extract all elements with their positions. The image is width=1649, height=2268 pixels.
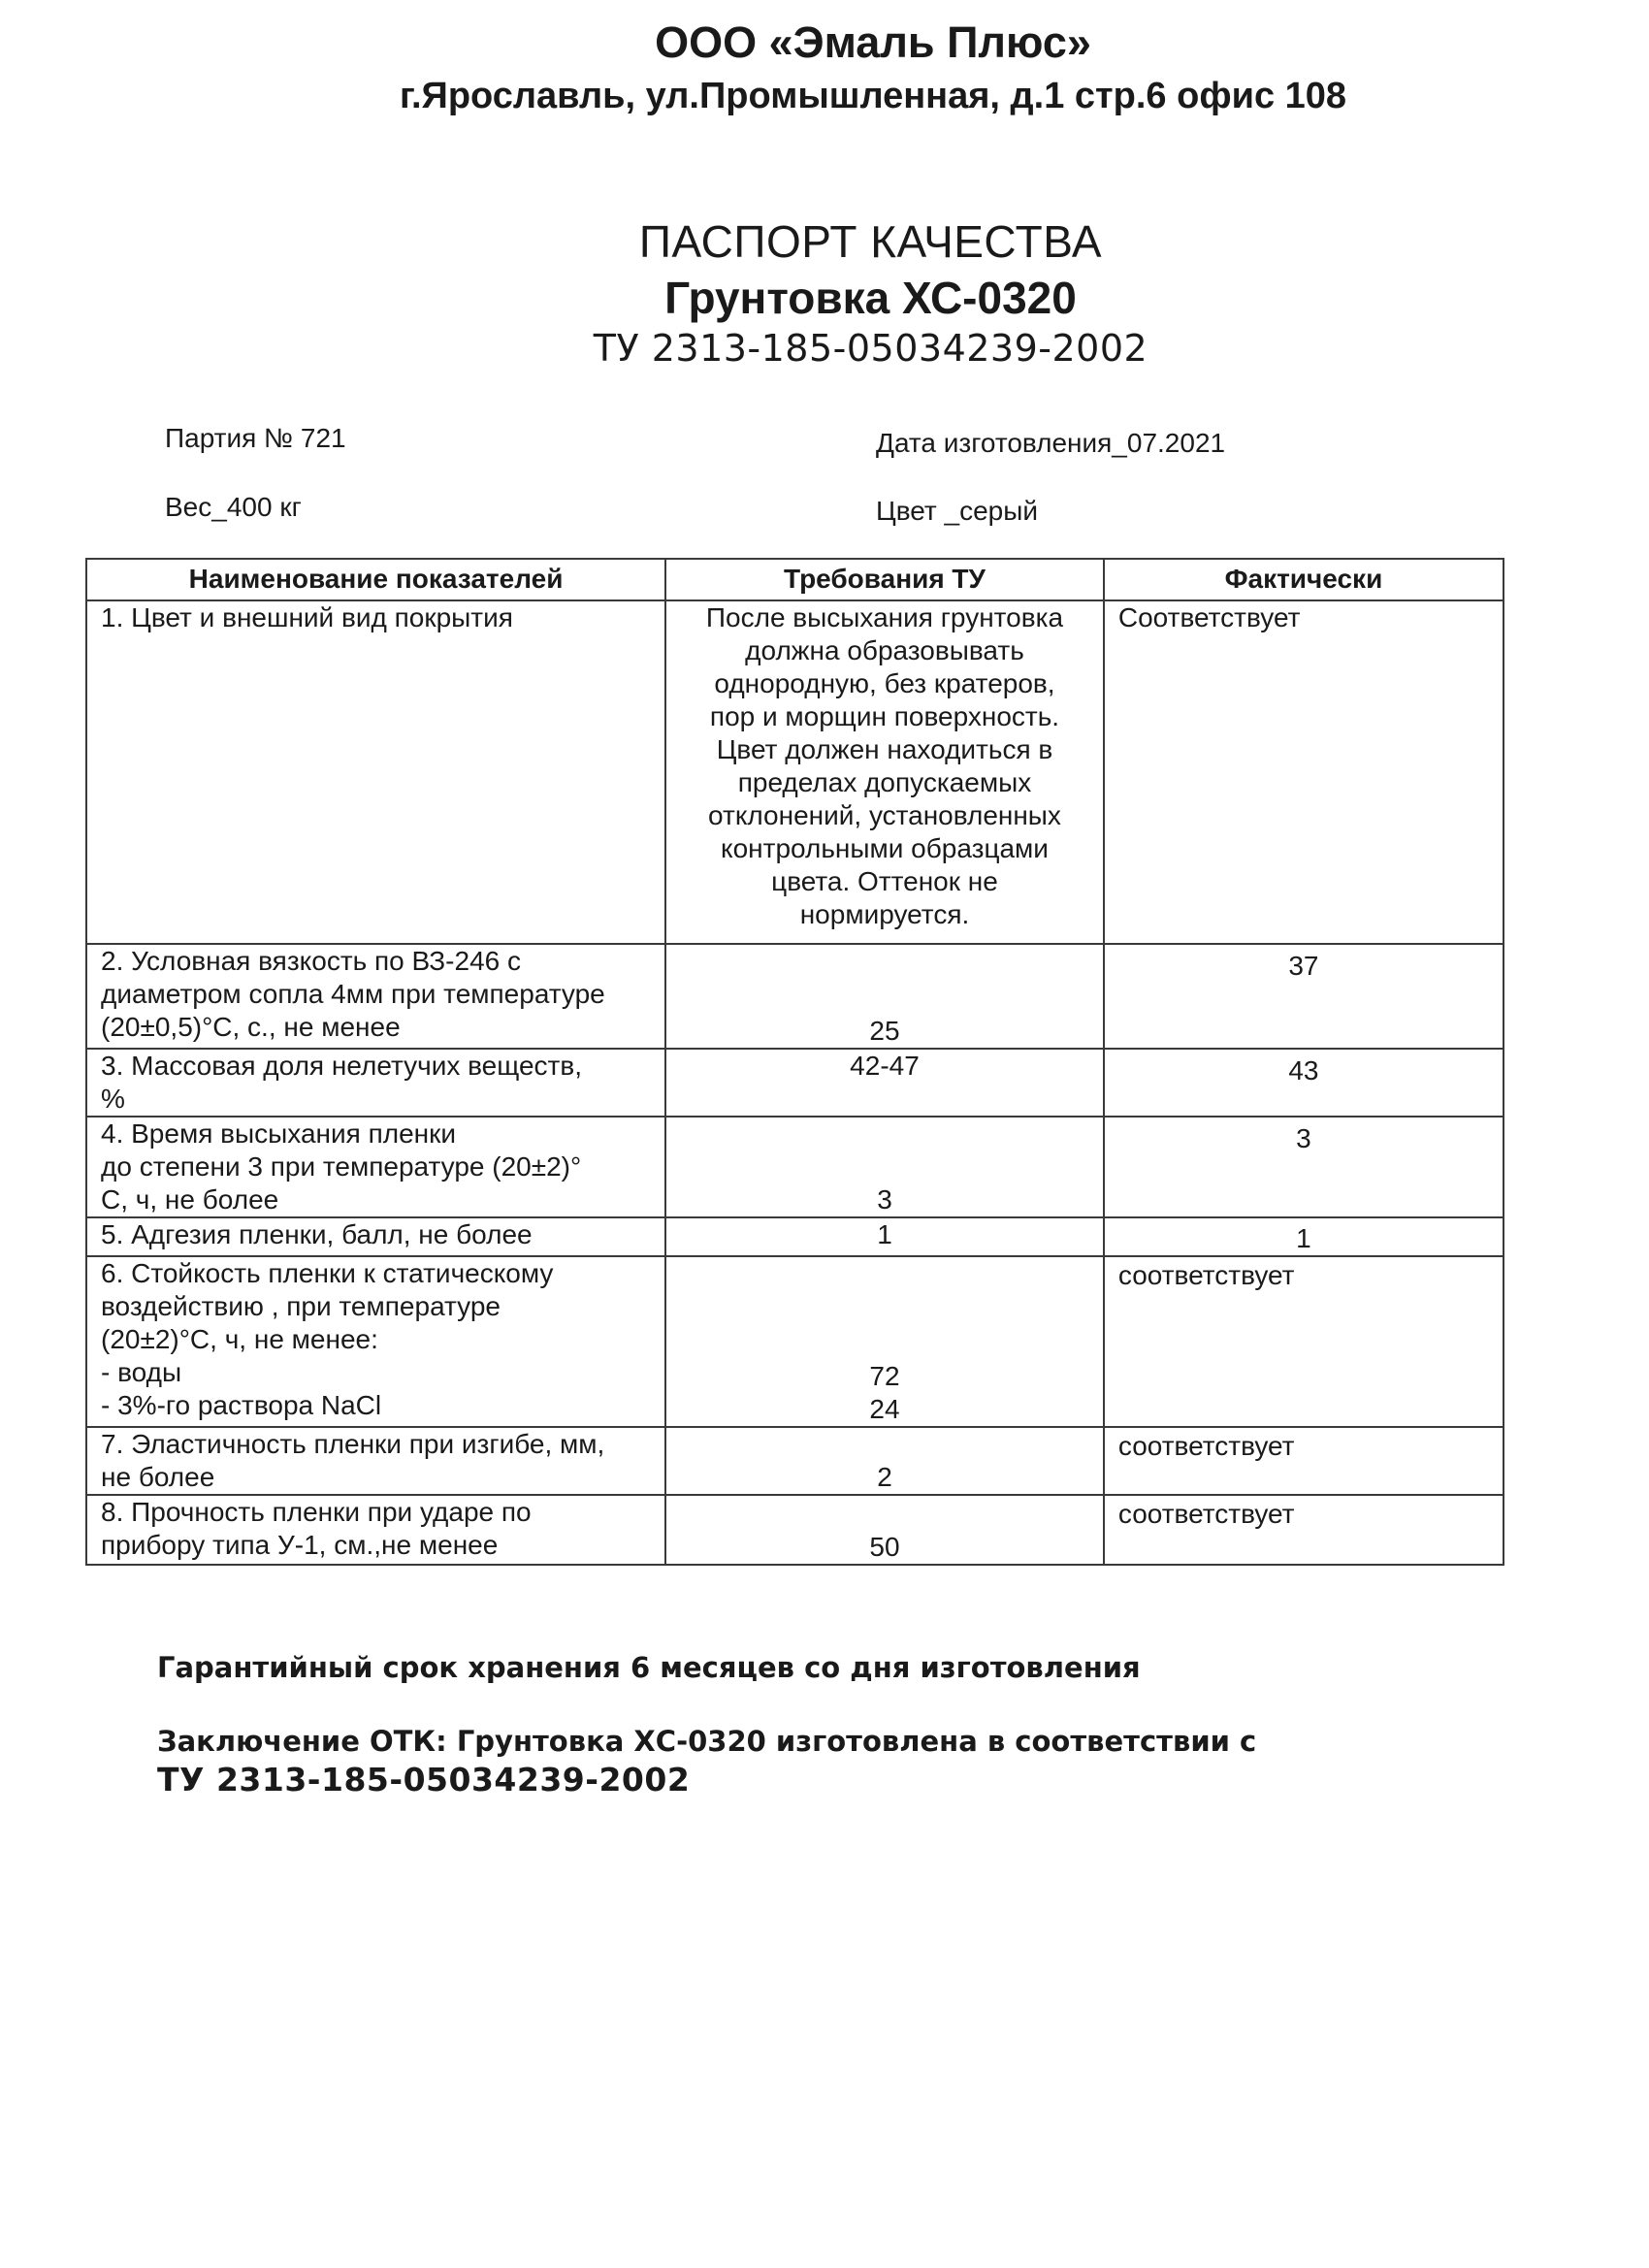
- indicator-actual: соответствует: [1104, 1427, 1504, 1495]
- indicator-requirement: 3: [665, 1117, 1104, 1217]
- batch-weight: Вес_400 кг: [165, 492, 302, 522]
- table-row: [86, 600, 1504, 944]
- indicator-actual: 43: [1104, 1049, 1504, 1117]
- indicator-actual: соответствует: [1104, 1495, 1504, 1565]
- header-name: Наименование показателей: [86, 559, 665, 600]
- table-row: [86, 1217, 1504, 1256]
- table-row: [86, 1495, 1504, 1565]
- qc-conclusion-spec: ТУ 2313-185-05034239-2002: [157, 1761, 691, 1798]
- indicator-name: 3. Массовая доля нелетучих веществ, %: [86, 1049, 665, 1117]
- header-requirement: Требования ТУ: [665, 559, 1104, 600]
- indicator-name: 4. Время высыхания пленки до степени 3 при температуре (20±2)° С, ч, не более: [86, 1117, 665, 1217]
- indicator-requirement: 50: [665, 1495, 1104, 1565]
- indicator-name: 8. Прочность пленки при ударе по прибору типа У-1, см.,не менее: [86, 1495, 665, 1565]
- quality-table: [85, 558, 1504, 1566]
- table-row: [86, 1117, 1504, 1217]
- indicator-name: 7. Эластичность пленки при изгибе, мм, не более: [86, 1427, 665, 1495]
- product-name: Грунтовка ХС-0320: [664, 273, 1077, 323]
- indicator-name: 6. Стойкость пленки к статическому воздействию , при температуре (20±2)°С, ч, не менее: - воды - 3%-го раствора NaCl: [86, 1256, 665, 1427]
- table-row: [86, 1049, 1504, 1117]
- qc-conclusion: Заключение ОТК: Грунтовка ХС-0320 изготовлена в соответствии с: [157, 1725, 1257, 1758]
- company-name: ООО «Эмаль Плюс»: [655, 17, 1091, 67]
- warranty-note: Гарантийный срок хранения 6 месяцев со дня изготовления: [157, 1651, 1141, 1684]
- table-row: [86, 1427, 1504, 1495]
- table-row: [86, 1256, 1504, 1427]
- indicator-requirement: 42-47: [665, 1049, 1104, 1117]
- indicator-name: 5. Адгезия пленки, балл, не более: [86, 1217, 665, 1256]
- table-row: [86, 944, 1504, 1049]
- document-title: ПАСПОРТ КАЧЕСТВА: [638, 216, 1103, 267]
- indicator-actual: соответствует: [1104, 1256, 1504, 1427]
- indicator-actual: Соответствует: [1104, 600, 1504, 944]
- spec-code: ТУ 2313-185-05034239-2002: [593, 327, 1148, 370]
- company-address: г.Ярославль, ул.Промышленная, д.1 стр.6 офис 108: [399, 76, 1347, 116]
- indicator-requirement: 1: [665, 1217, 1104, 1256]
- indicator-name: 1. Цвет и внешний вид покрытия: [86, 600, 665, 944]
- manufacture-date: Дата изготовления_07.2021: [876, 428, 1226, 458]
- product-color: Цвет _серый: [876, 496, 1039, 526]
- indicator-requirement: После высыхания грунтовка должна образовывать однородную, без кратеров, пор и морщин поверхность. Цвет должен находиться в пределах допускаемых отклонений, установленных контрольными образцами цвета. Оттенок не нормируется.: [665, 600, 1104, 944]
- batch-number: Партия № 721: [165, 423, 346, 453]
- indicator-name: 2. Условная вязкость по ВЗ-246 с диаметром сопла 4мм при температуре (20±0,5)°С, с., не менее: [86, 944, 665, 1049]
- indicator-actual: 37: [1104, 944, 1504, 1049]
- indicator-requirement: 72 24: [665, 1256, 1104, 1427]
- indicator-requirement: 25: [665, 944, 1104, 1049]
- header-actual: Фактически: [1104, 559, 1504, 600]
- indicator-actual: 1: [1104, 1217, 1504, 1256]
- indicator-actual: 3: [1104, 1117, 1504, 1217]
- indicator-requirement: 2: [665, 1427, 1104, 1495]
- table-header-row: [86, 559, 1504, 600]
